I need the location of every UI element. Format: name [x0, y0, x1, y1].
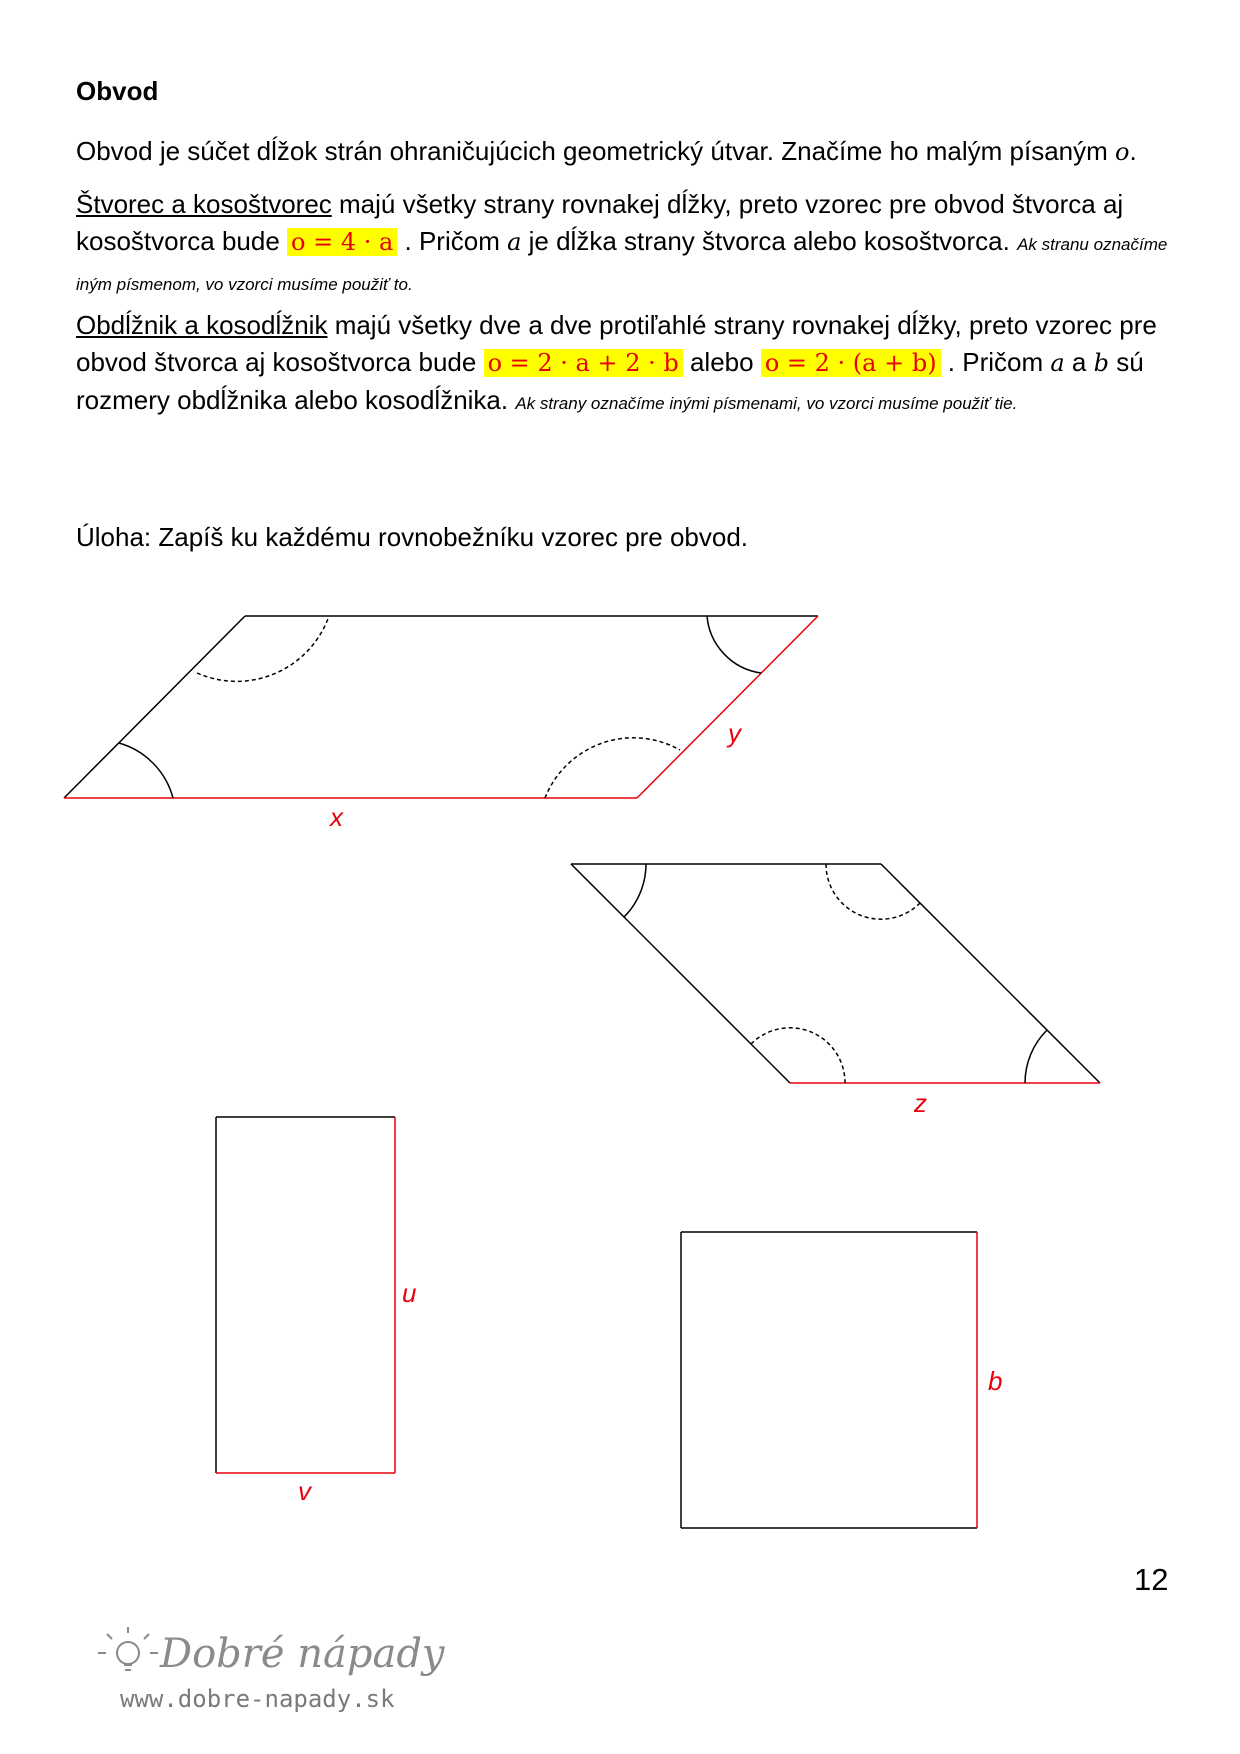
- rectangle-text5: sú rozmery obdĺžnika alebo kosodĺžnika.: [76, 347, 1144, 415]
- angle-arc-dashed: [545, 738, 680, 798]
- logo-url: www.dobre-napady.sk: [120, 1685, 395, 1713]
- angle-arc: [1025, 1030, 1047, 1083]
- label-b: b: [988, 1366, 1003, 1396]
- label-x: x: [330, 802, 343, 832]
- square-text3: je dĺžka strany štvorca alebo kosoštvorca.: [521, 226, 1018, 256]
- rectangle-figure: [216, 1117, 395, 1473]
- parallelogram-1: [64, 616, 818, 798]
- angle-arc: [624, 864, 646, 917]
- square-note: Ak stranu označíme iným písmenom, vo vzorci musíme použiť to.: [76, 235, 1168, 294]
- rectangle-formula2: o = 2 · (a + b): [761, 349, 941, 377]
- label-z: z: [914, 1088, 927, 1118]
- label-u: u: [402, 1278, 417, 1308]
- task-instruction: Úloha: Zapíš ku každému rovnobežníku vzorec pre obvod.: [76, 522, 749, 552]
- rectangle-var-b: b: [1093, 349, 1109, 377]
- square-heading: Štvorec a kosoštvorec: [76, 189, 332, 219]
- rectangle-text1: majú všetky dve a dve protiľahlé strany rovnakej dĺžky, preto vzorec pre obvod štvorca aj kosoštvorca bude: [76, 310, 1157, 377]
- square-figure: [681, 1232, 977, 1528]
- rectangle-formula1: o = 2 · a + 2 · b: [484, 349, 683, 377]
- logo-title: Dobré nápady: [160, 1631, 445, 1677]
- intro-text: Obvod je súčet dĺžok strán ohraničujúcich geometrický útvar. Značíme ho malým písaným: [76, 136, 1115, 166]
- angle-arc-dashed: [751, 1028, 845, 1083]
- rectangle-text2: alebo: [682, 347, 761, 377]
- square-formula: o = 4 · a: [287, 228, 397, 256]
- dobre-napady-logo: [88, 1615, 448, 1725]
- lightbulb-icon: [98, 1627, 158, 1670]
- rhomboid: [571, 864, 1100, 1083]
- label-y: y: [728, 718, 741, 748]
- rectangle-var-a: a: [1050, 349, 1065, 377]
- intro-symbol: o: [1115, 138, 1130, 166]
- angle-arc: [707, 616, 761, 673]
- heading: Obvod: [76, 76, 159, 106]
- angle-arc-dashed: [197, 616, 329, 681]
- label-v: v: [298, 1476, 311, 1506]
- rectangle-heading: Obdĺžnik a kosodĺžnik: [76, 310, 328, 340]
- angle-arc-dashed: [826, 864, 920, 919]
- rectangle-text3: . Pričom: [940, 347, 1051, 377]
- intro-end: .: [1129, 136, 1137, 166]
- rectangle-note: Ak strany označíme inými písmenami, vo vzorci musíme použiť tie.: [515, 394, 1018, 413]
- side-y-line: [637, 616, 818, 798]
- page-number: 12: [1134, 1562, 1169, 1597]
- square-var: a: [507, 228, 522, 256]
- square-text2: . Pričom: [397, 226, 508, 256]
- rectangle-text4: a: [1064, 347, 1094, 377]
- angle-arc: [119, 743, 173, 798]
- square-text1: majú všetky strany rovnakej dĺžky, preto vzorec pre obvod štvorca aj kosoštvorca bude: [76, 189, 1124, 256]
